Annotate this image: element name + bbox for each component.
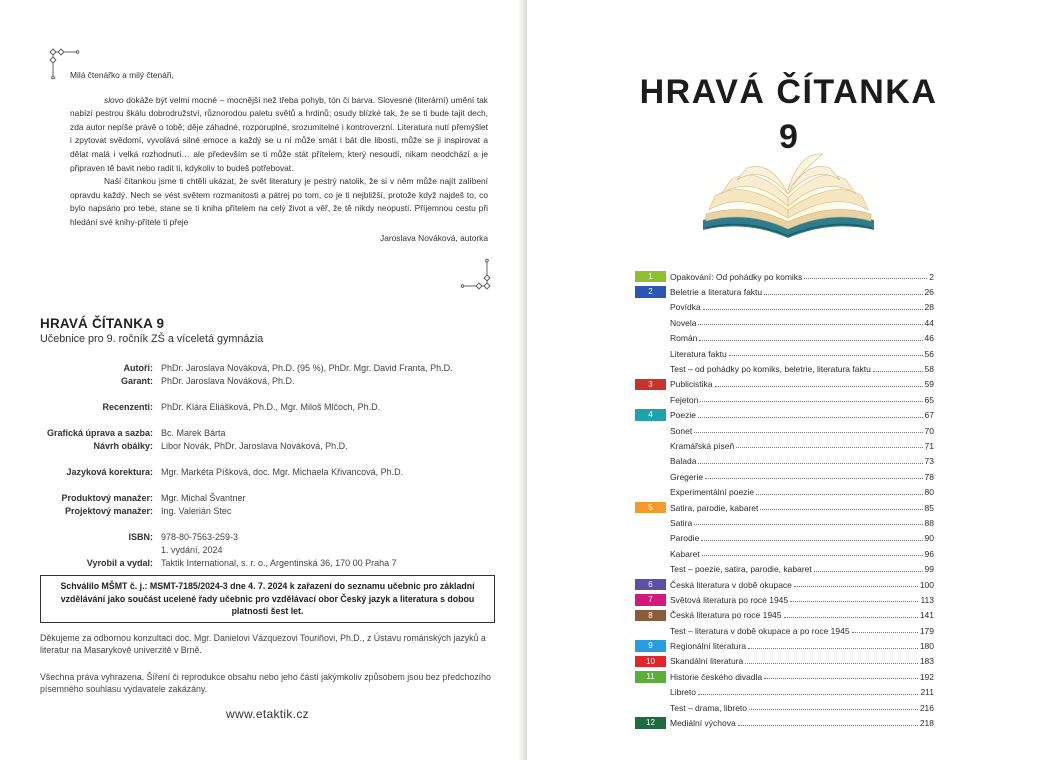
toc-entry[interactable] [635, 269, 934, 284]
toc-entry-title: Test – literatura v době okupace a po roce 1945 [670, 625, 850, 636]
credit-value: 1. vydání, 2024 [161, 545, 223, 555]
toc-page-number: 67 [924, 410, 934, 421]
credit-row [30, 531, 500, 544]
toc-page-number: 78 [924, 471, 934, 482]
toc-dot-leader [814, 571, 923, 572]
chapter-number-spacer [635, 317, 666, 329]
credit-row [30, 492, 500, 505]
cover-grade-number: 9 [779, 118, 798, 156]
toc-entry[interactable] [635, 346, 934, 361]
toc-entry-title: Česká literatura po roce 1945 [670, 610, 782, 621]
toc-entry[interactable] [635, 623, 934, 638]
credit-row [30, 375, 500, 388]
toc-entry-title: Balada [670, 456, 697, 467]
toc-page-number: 80 [924, 487, 934, 498]
toc-entry[interactable] [635, 715, 934, 730]
toc-page-number: 88 [924, 517, 934, 528]
toc-dot-leader [703, 309, 923, 310]
chapter-number-badge: 4 [635, 409, 666, 421]
toc-entry[interactable] [635, 577, 934, 592]
toc-entry-title: Mediální výchova [670, 718, 736, 729]
toc-dot-leader [736, 447, 922, 448]
toc-entry[interactable] [635, 300, 934, 315]
toc-dot-leader [745, 663, 918, 664]
toc-page-number: 58 [924, 364, 934, 375]
credit-label: Projektový manažer: [64, 506, 153, 516]
credit-label: Garant: [120, 376, 153, 386]
chapter-number-badge: 3 [635, 379, 666, 391]
toc-dot-leader [698, 694, 918, 695]
credit-value: Ing. Valerián Stec [161, 506, 232, 516]
credit-value: PhDr. Klára Eliášková, Ph.D., Mgr. Miloš Mlčoch, Ph.D. [161, 402, 381, 412]
toc-dot-leader [749, 709, 918, 710]
toc-page-number: 100 [919, 579, 934, 590]
toc-entry-title: Satira, parodie, kabaret [670, 502, 759, 513]
credit-row [30, 544, 500, 557]
toc-entry-title: Libreto [670, 687, 696, 698]
toc-entry[interactable] [635, 377, 934, 392]
chapter-number-badge: 10 [635, 656, 666, 668]
rights-notice: Všechna práva vyhrazena. Šíření či reprodukce obsahu nebo jeho částí jakýmkoliv způsobem jsou bez předchozího písemného souhlasu vydavatele zakázány. [40, 672, 491, 695]
letter-lead-word: slovo [104, 94, 124, 105]
credit-row [30, 362, 500, 375]
letter-paragraph-2: Naší čítankou jsme ti chtěli ukázat, že svět literatury je pestrý natolik, že si v něm může najít zalíbení opravdu každý. Nech se vést světem rozmanitosti a pátrej po tom, co je ti nejbližší, protože když najdeš to, co bylo napsáno pro tebe, stane se ti kniha přítelem na celý život a věř, že tě nikdy neopustí. Příjemnou cestu při hledání své knihy-přítele ti přeje [70, 176, 488, 227]
toc-page-number: 179 [919, 625, 934, 636]
credit-label [30, 518, 161, 531]
toc-page-number: 85 [924, 502, 934, 513]
toc-page-number: 99 [924, 564, 934, 575]
toc-page-number: 44 [924, 317, 934, 328]
credit-label: Jazyková korektura: [66, 467, 153, 477]
toc-dot-leader [790, 601, 918, 602]
credit-value: 978-80-7563-259-3 [161, 532, 239, 542]
corner-ornament-icon [456, 256, 496, 292]
toc-page-number: 192 [919, 671, 934, 682]
toc-dot-leader [701, 540, 922, 541]
toc-dot-leader [760, 509, 922, 510]
chapter-number-spacer [635, 456, 666, 468]
toc-entry-title: Test – poezie, satira, parodie, kabaret [670, 564, 812, 575]
credits-list [30, 362, 500, 570]
toc-page-number: 65 [924, 394, 934, 405]
credit-value: Taktik International, s. r. o., Argentinská 36, 170 00 Praha 7 [161, 558, 397, 568]
chapter-number-badge: 11 [635, 671, 666, 683]
toc-dot-leader [764, 294, 922, 295]
credit-value: PhDr. Jaroslava Nováková, Ph.D. (95 %), PhDr. Mgr. David Franta, Ph.D. [161, 363, 453, 373]
toc-page-number: 90 [924, 533, 934, 544]
toc-dot-leader [756, 494, 922, 495]
chapter-number-spacer [635, 548, 666, 560]
toc-entry[interactable] [635, 454, 934, 469]
toc-entry-title: Povídka [670, 302, 701, 313]
toc-entry[interactable] [635, 654, 934, 669]
approval-notice: Schválilo MŠMT č. j.: MSMT-7185/2024-3 dne 4. 7. 2024 k zařazení do seznamu učebnic pro základní vzdělávání jako součást ucelené řady učebnic pro vzdělávací obor Český jazyk a literatura s dobou platnosti šest let. [40, 575, 495, 623]
toc-page-number: 71 [924, 440, 934, 451]
toc-page-number: 211 [920, 687, 934, 698]
toc-entry[interactable] [635, 331, 934, 346]
chapter-number-badge: 7 [635, 594, 666, 606]
chapter-number-badge: 6 [635, 579, 666, 591]
credit-row [30, 466, 500, 479]
letter-paragraph-1 [70, 94, 488, 176]
toc-entry[interactable] [635, 315, 934, 330]
toc-page-number: 70 [924, 425, 934, 436]
chapter-number-spacer [635, 363, 666, 375]
credit-label [30, 453, 161, 466]
left-page [0, 0, 522, 760]
toc-entry-title: Román [670, 333, 698, 344]
chapter-number-badge: 1 [635, 271, 666, 283]
chapter-number-spacer [635, 394, 666, 406]
toc-dot-leader [794, 586, 918, 587]
toc-dot-leader [784, 617, 918, 618]
toc-entry[interactable] [635, 392, 934, 407]
chapter-number-spacer [635, 686, 666, 698]
toc-page-number: 26 [924, 287, 934, 298]
toc-page-number: 216 [919, 702, 934, 713]
chapter-number-spacer [635, 348, 666, 360]
chapter-number-spacer [635, 486, 666, 498]
credit-label: Návrh obálky: [93, 441, 153, 451]
toc-entry-title: Publicistika [670, 379, 713, 390]
toc-entry-title: Světová literatura po roce 1945 [670, 594, 789, 605]
website-link[interactable]: www.etaktik.cz [226, 707, 309, 721]
toc-entry-title: Satira [670, 517, 693, 528]
right-page [527, 0, 1050, 760]
toc-page-number: 56 [924, 348, 934, 359]
credit-label: Grafická úprava a sazba: [46, 428, 153, 438]
toc-dot-leader [698, 324, 922, 325]
table-of-contents [635, 269, 934, 731]
toc-entry[interactable] [635, 608, 934, 623]
toc-entry-title: Česká literatura v době okupace [670, 579, 792, 590]
credit-row [30, 479, 500, 492]
chapter-number-badge: 8 [635, 610, 666, 622]
toc-dot-leader [764, 678, 918, 679]
toc-entry-title: Literatura faktu [670, 348, 727, 359]
toc-page-number: 73 [924, 456, 934, 467]
chapter-number-spacer [635, 440, 666, 452]
credit-row [30, 453, 500, 466]
letter-signature: Jaroslava Nováková, autorka [380, 232, 488, 243]
toc-entry-title: Test – drama, libreto [670, 702, 748, 713]
toc-entry[interactable] [635, 361, 934, 376]
toc-entry-title: Poezie [670, 410, 696, 421]
toc-dot-leader [700, 401, 922, 402]
book-subtitle: Učebnice pro 9. ročník ZŠ a víceletá gymnázia [40, 333, 264, 345]
toc-dot-leader [702, 555, 923, 556]
credit-row [30, 518, 500, 531]
toc-dot-leader [852, 632, 918, 633]
toc-entry-title: Beletrie a literatura faktu [670, 287, 763, 298]
credit-label [30, 414, 161, 427]
toc-entry-title: Fejeton [670, 394, 699, 405]
cover-title: HRAVÁ ČÍTANKA [639, 73, 938, 111]
chapter-number-spacer [635, 625, 666, 637]
credit-label [30, 544, 161, 557]
toc-page-number: 59 [924, 379, 934, 390]
chapter-number-badge: 9 [635, 640, 666, 652]
toc-entry-title: Opakování: Od pohádky po komiks [670, 271, 803, 282]
toc-page-number: 218 [919, 718, 934, 729]
credit-label [30, 388, 161, 401]
chapter-number-badge: 5 [635, 502, 666, 514]
toc-dot-leader [694, 432, 922, 433]
toc-dot-leader [804, 278, 927, 279]
credit-row [30, 427, 500, 440]
toc-page-number: 141 [919, 610, 934, 621]
toc-entry-title: Novela [670, 317, 697, 328]
chapter-number-spacer [635, 302, 666, 314]
credit-row [30, 414, 500, 427]
toc-entry[interactable] [635, 638, 934, 653]
credit-label: Recenzenti: [102, 402, 153, 412]
credit-row [30, 440, 500, 453]
toc-dot-leader [873, 371, 923, 372]
toc-entry[interactable] [635, 484, 934, 499]
chapter-number-badge: 2 [635, 286, 666, 298]
toc-entry[interactable] [635, 531, 934, 546]
toc-entry[interactable] [635, 423, 934, 438]
chapter-number-spacer [635, 563, 666, 575]
letter-paragraph-1-text: dokáže být velmi mocné – mocnější než třeba pohyb, tón či barva. Slovesné (literární) umění tak nabízí pestrou škálu dobrodružství, různorodou paletu světů a hrdinů; osudy blízké tak, že se ti bude tajit dech, zda autor nepíše právě o tobě; děje záhadné, rozporuplné, srozumitelné i kontroverzní. Literatura nutí přemýšlet i zpytovat svědomí, vyvolává silné emoce a každý se u ní může smát i bát dle libosti, může se ji inspirovat a dělat malá i velká rozhodnutí… ale především se ti může stát přítelem, který nesoudí, nikam neodchází a je připraven tě bavit nebo radit ti, kdykoliv to budeš potřebovat. [70, 94, 488, 173]
toc-page-number: 28 [924, 302, 934, 313]
toc-page-number: 180 [919, 641, 934, 652]
toc-entry[interactable] [635, 515, 934, 530]
credit-label: ISBN: [128, 532, 153, 542]
toc-entry-title: Skandální literatura [670, 656, 744, 667]
toc-dot-leader [698, 417, 923, 418]
chapter-number-spacer [635, 425, 666, 437]
credit-value: PhDr. Jaroslava Nováková, Ph.D. [161, 376, 295, 386]
toc-entry[interactable] [635, 546, 934, 561]
toc-entry[interactable] [635, 500, 934, 515]
toc-dot-leader [748, 648, 918, 649]
credit-label [30, 479, 161, 492]
toc-page-number: 46 [924, 333, 934, 344]
toc-entry[interactable] [635, 669, 934, 684]
toc-entry-title: Parodie [670, 533, 700, 544]
toc-dot-leader [694, 524, 922, 525]
chapter-number-spacer [635, 471, 666, 483]
toc-page-number: 113 [920, 594, 934, 605]
toc-page-number: 2 [929, 271, 934, 282]
chapter-number-spacer [635, 533, 666, 545]
toc-entry-title: Test – od pohádky po komiks, beletrie, literatura faktu [670, 364, 871, 375]
credit-value: Libor Novák, PhDr. Jaroslava Nováková, Ph.D. [161, 441, 348, 451]
credit-value: Mgr. Michal Švantner [161, 493, 246, 503]
toc-entry-title: Gregerie [670, 471, 704, 482]
credit-value: Bc. Marek Bárta [161, 428, 226, 438]
toc-entry-title: Experimentální poezie [670, 487, 755, 498]
toc-page-number: 96 [924, 548, 934, 559]
toc-entry[interactable] [635, 592, 934, 607]
toc-page-number: 183 [919, 656, 934, 667]
toc-dot-leader [698, 463, 922, 464]
credit-label: Produktový manažer: [61, 493, 153, 503]
toc-entry-title: Sonet [670, 425, 693, 436]
toc-entry[interactable] [635, 284, 934, 299]
toc-entry[interactable] [635, 408, 934, 423]
toc-dot-leader [715, 386, 923, 387]
credit-row [30, 388, 500, 401]
toc-entry[interactable] [635, 561, 934, 576]
chapter-number-spacer [635, 517, 666, 529]
toc-entry-title: Regionální literatura [670, 641, 747, 652]
credit-value: Mgr. Markéta Píšková, doc. Mgr. Michaela Křivancová, Ph.D. [161, 467, 404, 477]
credit-row [30, 557, 500, 570]
foreword-letter [70, 69, 488, 245]
credit-label: Autoři: [123, 363, 153, 373]
toc-entry-title: Kabaret [670, 548, 700, 559]
toc-dot-leader [729, 355, 923, 356]
toc-entry[interactable] [635, 438, 934, 453]
chapter-number-spacer [635, 333, 666, 345]
book-title: HRAVÁ ČÍTANKA 9 [40, 316, 165, 331]
credit-label: Vyrobil a vydal: [86, 558, 153, 568]
toc-dot-leader [705, 478, 922, 479]
open-book-icon [691, 150, 886, 245]
credit-row [30, 401, 500, 414]
chapter-number-spacer [635, 702, 666, 714]
acknowledgement: Děkujeme za odbornou konzultaci doc. Mgr. Danielovi Vázquezovi Touriñovi, Ph.D., z Ústavu románských jazyků a literatur na Masarykově univerzitě v Brně. [40, 633, 486, 656]
toc-dot-leader [699, 340, 922, 341]
toc-entry-title: Historie českého divadla [670, 671, 763, 682]
chapter-number-badge: 12 [635, 717, 666, 729]
toc-entry-title: Kramářská píseň [670, 440, 735, 451]
toc-entry[interactable] [635, 685, 934, 700]
toc-dot-leader [738, 725, 918, 726]
toc-entry[interactable] [635, 469, 934, 484]
credit-row [30, 505, 500, 518]
toc-entry[interactable] [635, 700, 934, 715]
letter-salutation: Milá čtenářko a milý čtenáři, [70, 70, 174, 80]
